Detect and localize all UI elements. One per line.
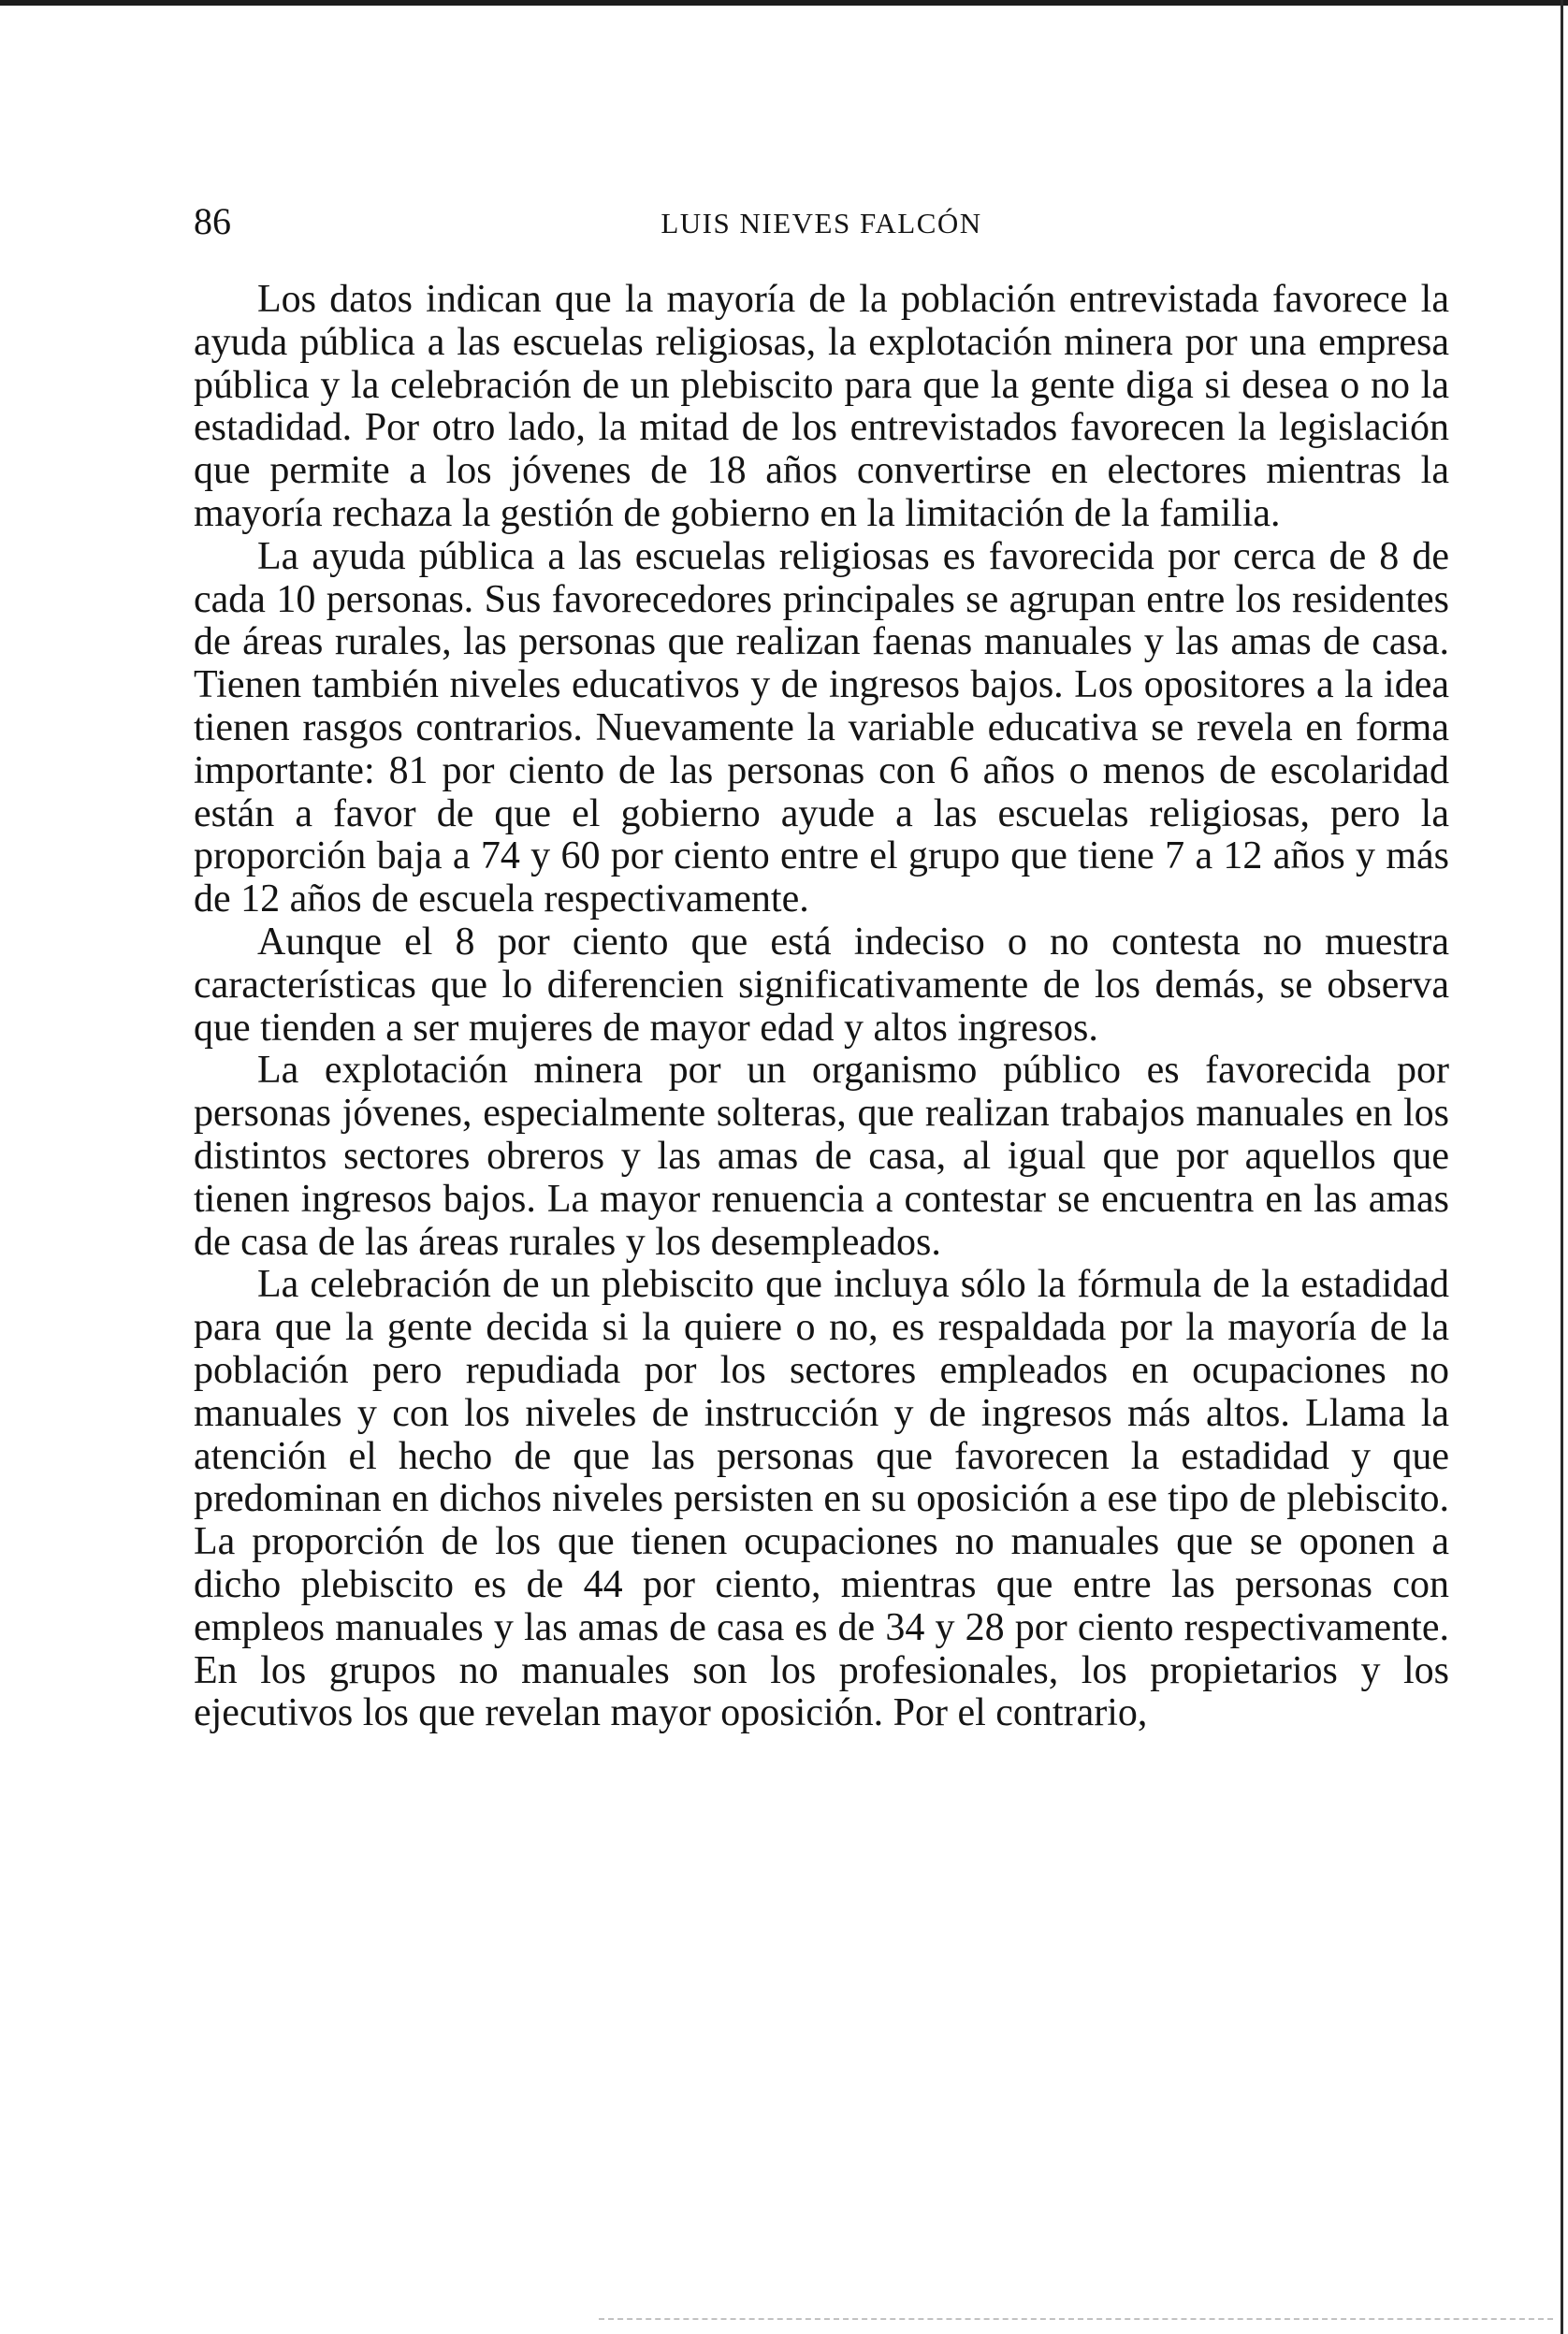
scan-bottom-marks <box>599 2318 1553 2324</box>
page-header <box>194 198 1449 245</box>
paragraph-summary: Los datos indican que la mayoría de la población entrevistada favorece la ayuda pública a las escuelas religiosas, la explotación minera por una empresa pública y la celebración de un plebiscito para que la gente diga si desea o no la estadidad. Por otro lado, la mitad de los entrevistados favorecen la legislación que permite a los jóvenes de 18 años convertirse en electores mientras la mayoría rechaza la gestión de gobierno en la limitación de la familia. <box>194 278 1449 535</box>
scan-top-edge <box>0 0 1568 6</box>
paragraph-mining: La explotación minera por un organismo público es favorecida por personas jóvenes, especialmente solteras, que realizan trabajos manuales en los distintos sectores obreros y las amas de casa, al igual que por aquellos que tienen ingresos bajos. La mayor renuencia a contestar se encuentra en las amas de casa de las áreas rurales y los desempleados. <box>194 1049 1449 1264</box>
paragraph-plebiscite: La celebración de un plebiscito que incluya sólo la fórmula de la estadidad para que la gente decida si la quiere o no, es respaldada por la mayoría de la población pero repudiada por los sectores empleados en ocupaciones no manuales y con los niveles de instrucción y de ingresos más altos. Llama la atención el hecho de que las personas que favorecen la estadidad y que predominan en dichos niveles persisten en su oposición a ese tipo de plebiscito. La proporción de los que tienen ocupaciones no manuales que se oponen a dicho plebiscito es de 44 por ciento, mientras que entre las personas con empleos manuales y las amas de casa es de 34 y 28 por ciento respectivamente. En los grupos no manuales son los profesionales, los propietarios y los ejecutivos los que revelan mayor oposición. Por el contrario, <box>194 1263 1449 1735</box>
paragraph-religious-schools: La ayuda pública a las escuelas religiosas es favorecida por cerca de 8 de cada 10 personas. Sus favorecedores principales se agrupan entre los residentes de áreas rurales, las personas que realizan faenas manuales y las amas de casa. Tienen también niveles educativos y de ingresos bajos. Los opositores a la idea tienen rasgos contrarios. Nuevamente la variable educativa se revela en forma importante: 81 por ciento de las personas con 6 años o menos de escolaridad están a favor de que el gobierno ayude a las escuelas religiosas, pero la proporción baja a 74 y 60 por ciento entre el grupo que tiene 7 a 12 años y más de 12 años de escuela respectivamente. <box>194 534 1449 921</box>
paragraph-undecided: Aunque el 8 por ciento que está indeciso o no contesta no muestra características que lo diferencien significativamente de los demás, se observa que tienden a ser mujeres de mayor edad y altos ingresos. <box>194 920 1449 1050</box>
scan-right-edge <box>1561 0 1563 2334</box>
body-text <box>194 279 1449 1735</box>
page-number: 86 <box>194 200 231 242</box>
running-head: LUIS NIEVES FALCÓN <box>661 207 982 239</box>
